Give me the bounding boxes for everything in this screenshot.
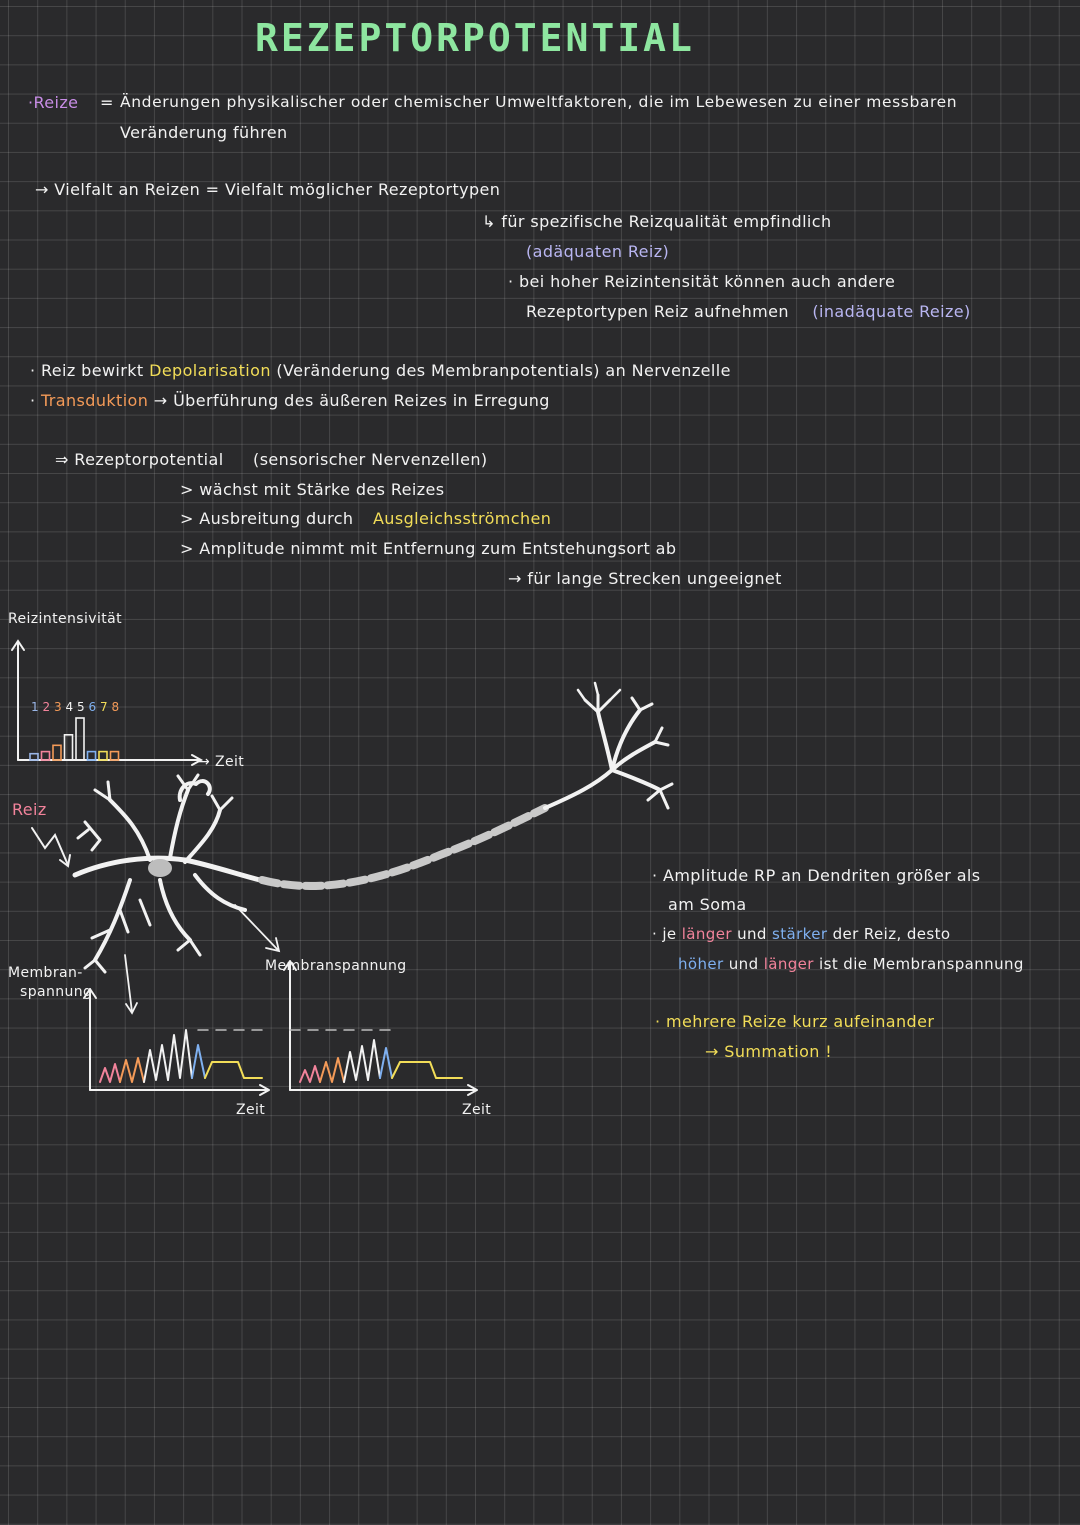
axis-label-intensity: Reizintensivität bbox=[8, 611, 123, 627]
stimulus-arrow bbox=[32, 828, 70, 866]
note-je: · je bbox=[652, 925, 677, 943]
note-mehrere-reize: · mehrere Reize kurz aufeinander bbox=[655, 1012, 935, 1031]
definition-line-1: Änderungen physikalischer oder chemischer Umweltfaktoren, die im Lebewesen zu einer messbaren bbox=[120, 93, 958, 111]
bullet-1-post: (Veränderung des Membranpotentials) an Nervenzelle bbox=[276, 361, 731, 380]
intensity-bar-3 bbox=[53, 745, 61, 760]
intensity-bar-6 bbox=[88, 752, 96, 760]
vielfalt-line: → Vielfalt an Reizen = Vielfalt möglicher Rezeptortypen bbox=[35, 180, 501, 199]
page-title: REZEPTORPOTENTIAL bbox=[255, 16, 695, 60]
bar-number-3: 3 bbox=[54, 700, 63, 714]
note-hoeher: höher bbox=[678, 955, 724, 973]
bar-number-5: 5 bbox=[77, 700, 86, 714]
intensity-bar-7 bbox=[99, 752, 107, 760]
axon-terminal bbox=[545, 683, 672, 808]
zeit-label-2: Zeit bbox=[236, 1102, 266, 1118]
note-laenger-1: länger bbox=[681, 925, 732, 943]
membranspannung-label: Membranspannung bbox=[265, 958, 407, 974]
membrane-graph-1 bbox=[84, 989, 270, 1095]
vielfalt-sub-1: ↳ für spezifische Reizqualität empfindlich bbox=[482, 212, 832, 231]
note-und-1: und bbox=[737, 925, 767, 943]
note-summation: → Summation ! bbox=[705, 1042, 833, 1061]
bar-number-1: 1 bbox=[31, 700, 40, 714]
note-und-2: und bbox=[728, 955, 759, 973]
vielfalt-sub-3: · bei hoher Reizintensität können auch andere bbox=[508, 272, 896, 291]
vielfalt-sub-4-paren: (inadäquate Reize) bbox=[812, 302, 971, 321]
bar-number-2: 2 bbox=[42, 700, 51, 714]
bar-number-4: 4 bbox=[65, 700, 74, 714]
rezeptor-point-2-pre: > Ausbreitung durch bbox=[180, 509, 354, 528]
neuron bbox=[75, 775, 260, 972]
membran-label-2: spannung bbox=[20, 984, 93, 1000]
zeit-label-3: Zeit bbox=[462, 1102, 492, 1118]
bar-number-8: 8 bbox=[111, 700, 120, 714]
note-amplitude-2: am Soma bbox=[668, 895, 747, 914]
rezeptor-point-1: > wächst mit Stärke des Reizes bbox=[180, 480, 445, 499]
note-desto: der Reiz, desto bbox=[832, 925, 951, 943]
vielfalt-sub-2: (adäquaten Reiz) bbox=[526, 242, 670, 261]
bullet-2-post: → Überführung des äußeren Reizes in Erregung bbox=[153, 391, 550, 410]
rezeptor-head-paren: (sensorischer Nervenzellen) bbox=[253, 450, 488, 469]
vielfalt-sub-4-text: Rezeptortypen Reiz aufnehmen bbox=[526, 302, 789, 321]
intensity-bars bbox=[30, 718, 119, 760]
term-reize: ·Reize bbox=[28, 93, 79, 112]
intensity-bar-5 bbox=[76, 718, 84, 760]
bar-number-7: 7 bbox=[100, 700, 109, 714]
note-amplitude-1: · Amplitude RP an Dendriten größer als bbox=[652, 866, 981, 885]
note-je-laenger bbox=[652, 925, 950, 943]
axon bbox=[262, 808, 545, 886]
rezeptor-head: ⇒ Rezeptorpotential bbox=[55, 450, 224, 469]
intensity-bar-8 bbox=[111, 752, 119, 760]
intensity-bar-4 bbox=[65, 735, 73, 760]
note-membranspannung: ist die Membranspannung bbox=[819, 955, 1024, 973]
intensity-bar-2 bbox=[42, 752, 50, 760]
equals-sign: = bbox=[100, 93, 114, 112]
intensity-axes bbox=[12, 641, 201, 765]
membran-label-1: Membran- bbox=[8, 965, 83, 981]
definition-line-2: Veränderung führen bbox=[120, 123, 288, 142]
rezeptor-point-3: > Amplitude nimmt mit Entfernung zum Entstehungsort ab bbox=[180, 539, 677, 558]
note-hoeher-laenger bbox=[678, 955, 1024, 973]
depolarisation-highlight: Depolarisation bbox=[149, 361, 271, 380]
membrane-graph-2 bbox=[284, 961, 477, 1095]
bullet-1-pre: · Reiz bewirkt bbox=[30, 361, 144, 380]
bar-number-6: 6 bbox=[88, 700, 97, 714]
ausgleichsstroemchen-highlight: Ausgleichsströmchen bbox=[372, 509, 552, 528]
note-laenger-2: länger bbox=[763, 955, 814, 973]
note-staerker: stärker bbox=[772, 925, 828, 943]
reiz-label: Reiz bbox=[12, 800, 47, 819]
transduktion-highlight: Transduktion bbox=[40, 391, 149, 410]
zeit-label-1: → Zeit bbox=[198, 754, 245, 770]
rezeptor-point-4: → für lange Strecken ungeeignet bbox=[508, 569, 782, 588]
bullet-dot: · bbox=[30, 391, 41, 410]
